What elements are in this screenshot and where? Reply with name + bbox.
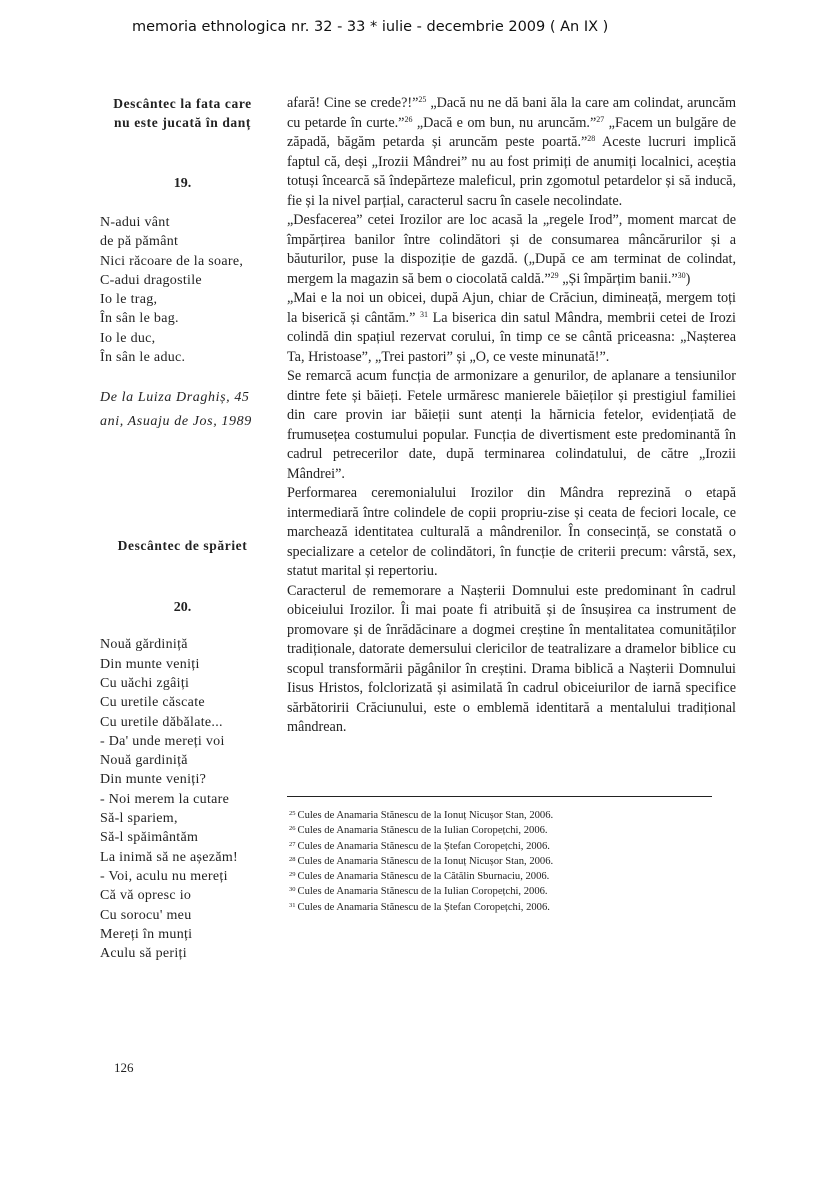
footnote-number: 31 (289, 901, 296, 909)
footnote-30 (289, 884, 729, 899)
footnote-number: 25 (289, 810, 296, 817)
footnote-ref-31[interactable]: 31 (419, 309, 428, 319)
footnote-ref-25[interactable]: 25 (418, 95, 427, 104)
poem-line: În sân le bag. (100, 311, 179, 327)
footnote-text: Cules de Anamaria Stănescu de la Iulian Coropețchi, 2006. (297, 825, 548, 837)
poem-line: N-adui vânt (100, 215, 170, 230)
poem-line: - Da' unde mereți voi (100, 733, 225, 749)
footnote-text: Cules de Anamaria Stănescu de la Ștefan Coropețchi, 2006. (297, 901, 550, 913)
poem-19-title-line2: nu este jucată în danț (114, 115, 251, 130)
poem-line: C-adui dragostile (100, 272, 202, 288)
poem-line: Din munte veniți? (100, 772, 207, 788)
poem-line: Nouă gardiniță (100, 753, 188, 769)
text-run: ) (685, 270, 691, 287)
footnote-ref-30[interactable]: 30 (677, 270, 686, 280)
footnote-29 (289, 869, 729, 884)
poem-line: În sân le aduc. (100, 350, 186, 366)
left-column (100, 94, 265, 963)
footnote-number: 28 (289, 855, 296, 863)
poem-19-number: 19. (173, 176, 192, 191)
poem-19-source-line1: De la Luiza Draghiș, 45 (100, 390, 250, 406)
running-head: memoria ethnologica nr. 32 - 33 * iulie - decembrie 2009 ( An IX ) (132, 19, 609, 35)
poem-line: Cu uretile dăbălate... (100, 714, 223, 730)
poem-20-title: Descântec de spăriet (117, 538, 248, 554)
poem-line: Cu sorocu' meu (100, 907, 192, 923)
poem-19-source-line2: ani, Asuaju de Jos, 1989 (100, 414, 252, 430)
footnote-number: 27 (289, 840, 296, 848)
poem-19-lines (100, 213, 265, 367)
footnote-31 (289, 900, 729, 915)
text-run: „Mai e la noi un obicei, după Ajun, chiar de Crăciun, dimineață, mergem toți la biserică și cântăm.” (287, 290, 736, 326)
poem-19-title-line1: Descântec la fata care (113, 96, 252, 111)
footnote-25 (289, 808, 729, 823)
text-run: „Dacă nu ne dă bani ăla la care am colindat, aruncăm cu petarde în curte.” (287, 95, 736, 131)
body-paragraph-6: Caracterul de rememorare a Nașterii Domnului este predominant în cadrul obiceiului Irozilor. Îi mai poate fi atribuită și de însușirea ca instrument de promovare și de înrădăcinare a dogmei creștine în mentalitatea comunităților tradiționale, datorate demersului clericilor de teatralizare a dramelor biblice cu scopul transformării păgânilor în creștini. Drama biblică a Nașterii Domnului Iisus Hristos, folclorizată și asimilată în cadrul obiceiurilor de iarnă specifice sărbătoririi Crăciunului, este o emblemă identitară a mentalului tradițional mândrean. (287, 582, 736, 735)
text-run: Aceste lucruri implică faptul că, deși „Irozii Mândrei” nu au fost primiți de anumiți localnici, aceștia totuși încearcă să îndepărteze maleficul, prin zgomotul petardelor și să inducă, fie și la nivel parțial, caracterul sacru în casele necolindate. (287, 134, 737, 209)
footnote-number: 26 (289, 825, 296, 833)
text-run: „Facem un bulgăre de zăpadă, băgăm petarda și aruncăm peste poartă.” (287, 114, 737, 150)
poem-line: Mereți în munți (100, 926, 193, 942)
poem-line: de pă pământ (100, 234, 179, 250)
poem-20 (100, 536, 265, 963)
poem-19-source (100, 386, 265, 434)
text-run: La biserica din satul Mândra, membrii cetei de Irozi colindă din spațiul rezervat corului, în timp ce se cântă priceasna: „Nașterea Ta, Hristoase”, „Trei pastori” și „O, ce veste minunată!”. (287, 309, 736, 365)
text-run: „Dacă e om bun, nu aruncăm.” (412, 114, 597, 131)
body-paragraph-3 (287, 289, 736, 367)
poem-line: Din munte veniți (100, 656, 200, 672)
footnote-number: 30 (289, 886, 296, 894)
text-run: „Și împărțim banii.” (558, 270, 678, 287)
text-run: afară! Cine se crede?!” (287, 95, 419, 111)
poem-line: Să-l spăimântăm (100, 830, 199, 846)
poem-line: - Noi merem la cutare (100, 791, 230, 807)
text-run: „Desfacerea” cetei Irozilor are loc acasă la „regele Irod”, moment marcat de împărțirea banilor între colindători și de consumarea mâncărurilor și a băuturilor, puse la dispoziție de gazdă. („După ce am terminat de colindat, mergem la magazin să bem o ciocolată caldă.” (287, 212, 736, 287)
footnotes (289, 808, 729, 915)
poem-line: Nici răcoare de la soare, (100, 253, 244, 269)
poem-line: Nouă gărdiniță (100, 637, 188, 653)
poem-line: Io le duc, (100, 330, 156, 346)
poem-line: Să-l spariem, (100, 811, 178, 827)
poem-19-title (100, 94, 265, 132)
footnote-ref-26[interactable]: 26 (404, 114, 413, 124)
poem-19 (100, 94, 265, 434)
poem-line: Aculu să periți (100, 946, 187, 962)
footnote-text: Cules de Anamaria Stănescu de la Ionuț Nicușor Stan, 2006. (297, 810, 554, 821)
footnote-number: 29 (289, 871, 296, 879)
footnote-ref-27[interactable]: 27 (596, 114, 605, 124)
poem-line: La inimă să ne așezăm! (100, 849, 238, 865)
footnote-27 (289, 839, 729, 854)
poem-line: Că vă opresc io (100, 888, 192, 904)
poem-line: Cu uăchi zgâiți (100, 675, 190, 691)
footnote-ref-29[interactable]: 29 (550, 270, 559, 280)
poem-line: Cu uretile căscate (100, 695, 205, 711)
poem-20-lines (100, 635, 265, 963)
footnote-separator (287, 796, 712, 797)
body-text-column (287, 94, 736, 738)
footnote-28 (289, 854, 729, 869)
poem-line: - Voi, aculu nu mereți (100, 868, 228, 884)
body-paragraph-5: Performarea ceremonialului Irozilor din Mândra reprezină o etapă intermediară între colindele de copii propriu-zise și ceata de feciori locale, ce marchează identitatea culturală a mândrenilor. În consecință, se constată o specializare a cetelor de colindători, în funcție de criterii precum: vârstă, sex, statut marital și repertoriu. (287, 485, 736, 579)
poem-line: Io le trag, (100, 292, 158, 308)
footnote-text: Cules de Anamaria Stănescu de la Ionuț Nicușor Stan, 2006. (297, 855, 554, 867)
body-paragraph-4: Se remarcă acum funcția de armonizare a genurilor, de aplanare a tensiunilor dintre fete și băieți. Fetele urmăresc manierele băieților și prestigiul familiei din care provin iar băieții sunt atenți la hărnicia fetelor, evidențiată de frumusețea costumului popular. Funcția de divertisment este predominantă în cadrul petrecerilor date, după terminarea colindatului, de către „Irozii Mândrei”. (287, 368, 736, 482)
footnote-text: Cules de Anamaria Stănescu de la Cătălin Sburnaciu, 2006. (297, 871, 550, 883)
body-paragraph-1 (287, 94, 736, 211)
body-paragraph-2 (287, 211, 736, 289)
page-number: 126 (114, 1060, 134, 1075)
footnote-26 (289, 823, 729, 838)
footnote-ref-28[interactable]: 28 (587, 134, 596, 143)
footnote-text: Cules de Anamaria Stănescu de la Ștefan Coropețchi, 2006. (297, 840, 550, 852)
footnote-text: Cules de Anamaria Stănescu de la Iulian Coropețchi, 2006. (297, 886, 548, 898)
poem-20-number: 20. (173, 600, 192, 616)
